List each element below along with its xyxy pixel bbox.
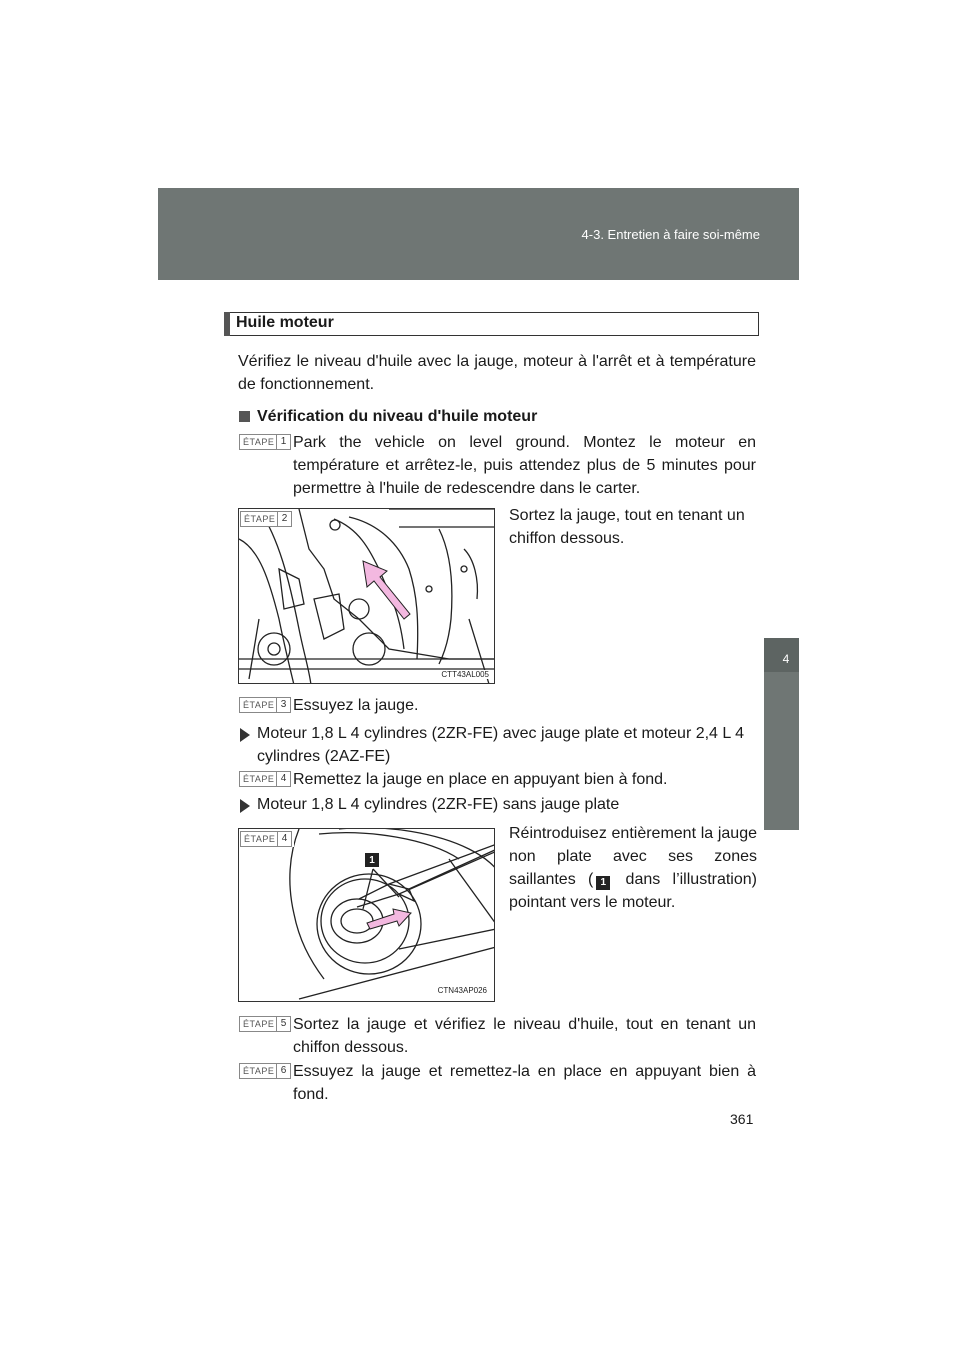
step-3-text: Essuyez la jauge. (293, 697, 419, 714)
step-5-text: Sortez la jauge et vérifiez le niveau d'huile, tout en tenant un chiffon dessous. (293, 1016, 756, 1056)
step-badge-number: 4 (277, 832, 291, 846)
chapter-label: Entretien et soin (768, 840, 782, 927)
step-badge-label: ÉTAPE (243, 700, 275, 710)
engine-note-2: Moteur 1,8 L 4 cylindres (2ZR-FE) sans jauge plate (257, 796, 620, 813)
step-badge-label: ÉTAPE (244, 514, 276, 524)
intro-paragraph: Vérifiez le niveau d'huile avec la jauge, moteur à l'arrêt et à température de fonctionnement. (238, 353, 756, 393)
step-badge-label: ÉTAPE (243, 1066, 275, 1076)
step-badge-number: 6 (276, 1064, 290, 1078)
figure-code: CTT43AL005 (441, 670, 489, 679)
step-badge (239, 697, 291, 713)
step-badge-number: 2 (277, 512, 291, 526)
step-2-text: Sortez la jauge, tout en tenant un chiffon dessous. (509, 507, 745, 547)
step-badge-number: 3 (276, 698, 290, 712)
step-badge-number: 1 (276, 435, 290, 449)
step-badge-number: 4 (276, 772, 290, 786)
dipstick-figure (238, 828, 495, 1002)
page-number: 361 (730, 1111, 754, 1127)
step-1-text: Park the vehicle on level ground. Montez le moteur en température et arrêtez-le, puis attendez plus de 5 minutes pour permettre à l'huile de redescendre dans le carter. (293, 434, 756, 497)
callout-badge-icon: 1 (596, 876, 610, 890)
step-4b-text-part1: Réintroduisez entièrement la jauge non plate avec ses zones saillantes ( (509, 825, 757, 888)
chapter-number: 4 (782, 652, 790, 666)
engine-bay-illustration (239, 509, 495, 684)
step-badge-label: ÉTAPE (243, 437, 275, 447)
step-badge (239, 771, 291, 787)
step-badge (240, 511, 292, 527)
step-4-text: Remettez la jauge en place en appuyant bien à fond. (293, 771, 668, 788)
step-badge-label: ÉTAPE (243, 1019, 275, 1029)
step-badge-number: 5 (276, 1017, 290, 1031)
step-6-text: Essuyez la jauge et remettez-la en place en appuyant bien à fond. (293, 1063, 756, 1103)
figure-code: CTN43AP026 (437, 986, 487, 995)
step-badge-label: ÉTAPE (243, 774, 275, 784)
square-bullet-icon (239, 411, 250, 422)
step-4b-text-part2: dans l’illustration) pointant vers le moteur. (509, 871, 757, 911)
step-badge (240, 831, 292, 847)
pointer-icon (240, 799, 250, 813)
subheading: Vérification du niveau d'huile moteur (257, 408, 538, 425)
callout-badge-icon: 1 (365, 853, 379, 867)
step-badge-label: ÉTAPE (244, 834, 276, 844)
section-breadcrumb: 4-3. Entretien à faire soi-même (581, 227, 760, 242)
step-4b-text (509, 822, 757, 914)
engine-note-1: Moteur 1,8 L 4 cylindres (2ZR-FE) avec jauge plate et moteur 2,4 L 4 cylindres (2AZ-FE) (257, 725, 745, 765)
engine-bay-figure (238, 508, 495, 684)
section-title: Huile moteur (236, 314, 334, 331)
section-title-bar (224, 312, 230, 336)
